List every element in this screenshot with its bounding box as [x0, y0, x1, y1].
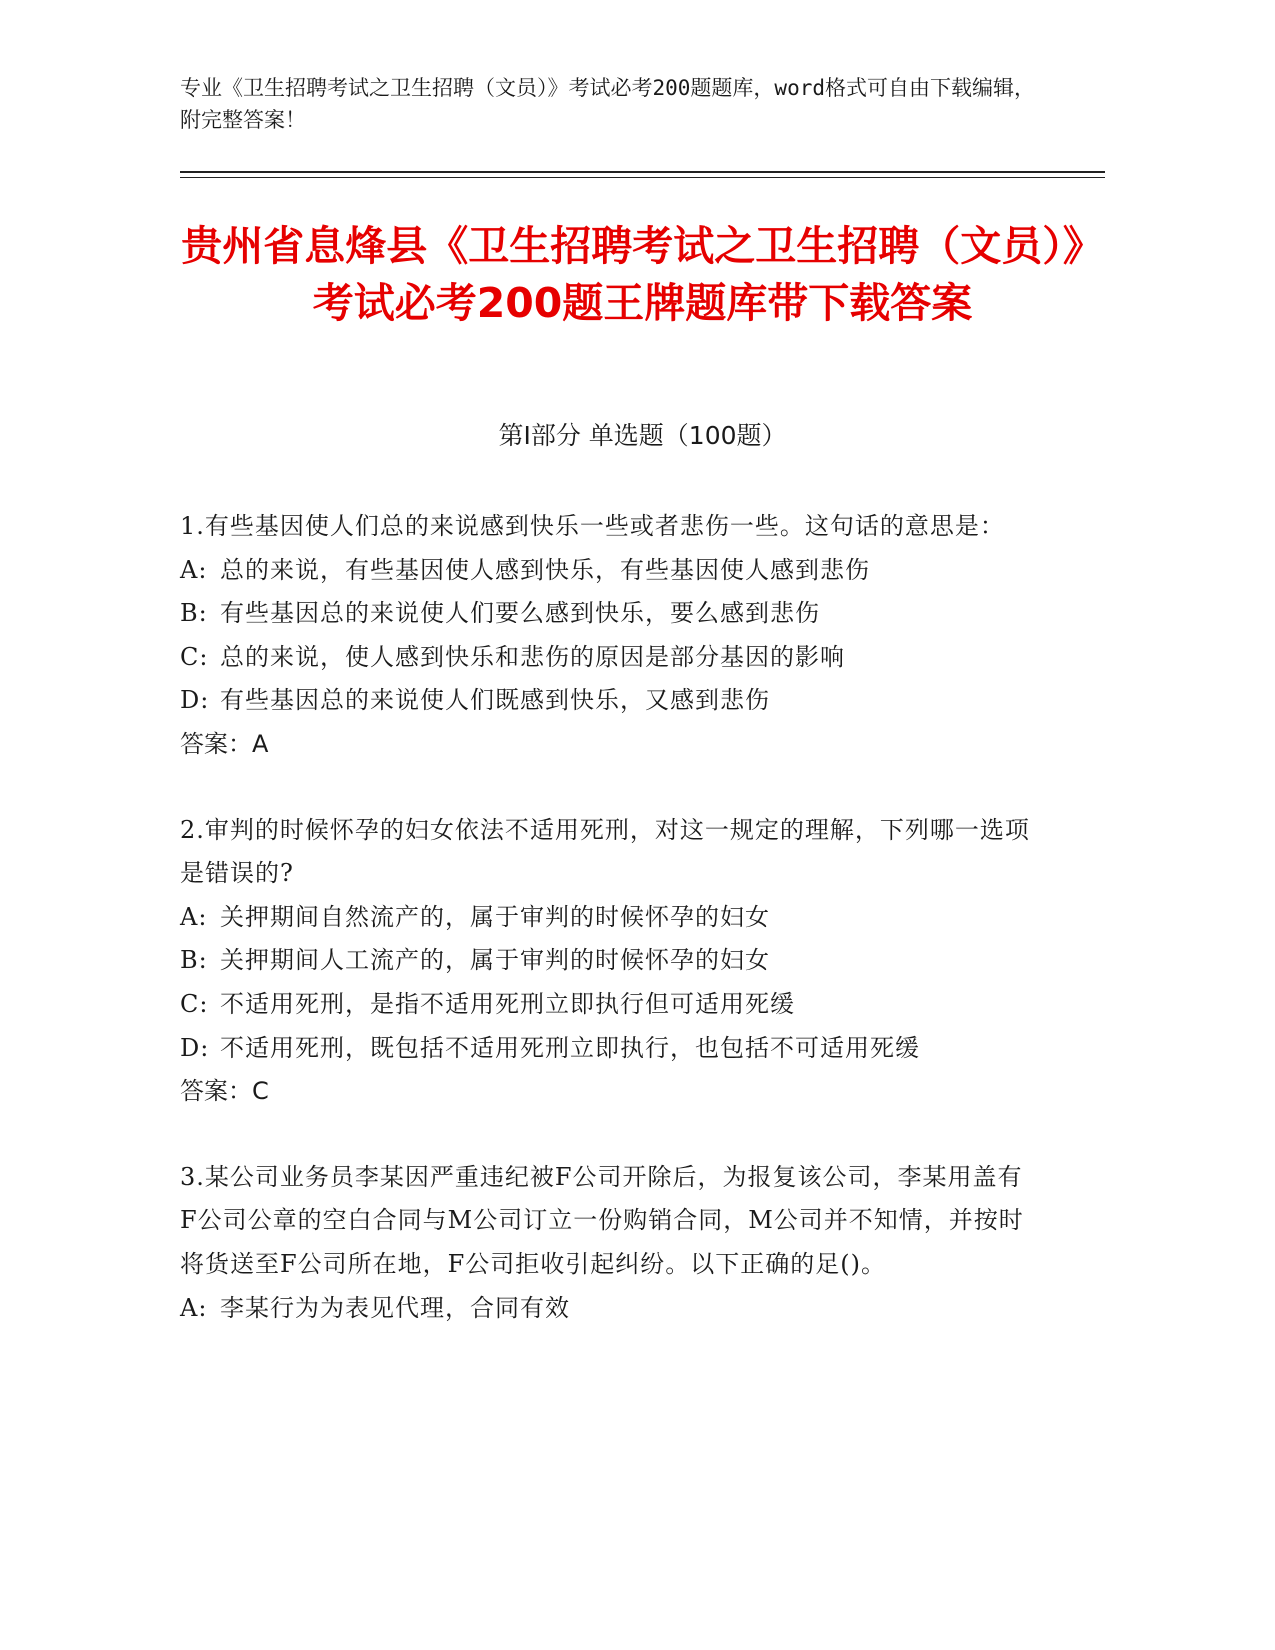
- option-text: 李某行为为表见代理，合同有效: [220, 1293, 570, 1322]
- option-text: 关押期间自然流产的，属于审判的时候怀孕的妇女: [220, 902, 770, 931]
- option-text: 总的来说，有些基因使人感到快乐，有些基因使人感到悲伤: [220, 555, 870, 584]
- header-divider-thin: [180, 177, 1105, 178]
- option-key: D:: [180, 686, 210, 715]
- option-key: A:: [180, 902, 208, 931]
- option-b: [180, 592, 1040, 636]
- option-key: C:: [180, 642, 209, 671]
- option-d: [180, 679, 1040, 723]
- option-c: [180, 636, 1040, 680]
- question-3: [180, 1156, 1040, 1330]
- answer: 答案：A: [180, 729, 269, 758]
- option-c: [180, 983, 1040, 1027]
- option-key: A:: [180, 1293, 208, 1322]
- option-key: A:: [180, 555, 208, 584]
- option-key: B:: [180, 946, 208, 975]
- option-text: 总的来说，使人感到快乐和悲伤的原因是部分基因的影响: [220, 642, 845, 671]
- option-text: 不适用死刑，是指不适用死刑立即执行但可适用死缓: [220, 989, 795, 1018]
- question-list: [180, 505, 1040, 1372]
- answer: 答案：C: [180, 1077, 269, 1106]
- option-key: C:: [180, 989, 209, 1018]
- question-stem: 1.有些基因使人们总的来说感到快乐一些或者悲伤一些。这句话的意思是：: [180, 512, 1005, 540]
- header-note: 专业《卫生招聘考试之卫生招聘（文员）》考试必考200题题库，word格式可自由下载编辑，附完整答案！: [180, 76, 1035, 132]
- option-key: B:: [180, 599, 208, 628]
- option-d: [180, 1027, 1040, 1071]
- question-1: [180, 505, 1040, 767]
- option-a: [180, 896, 1040, 940]
- option-key: D:: [180, 1033, 210, 1062]
- option-text: 有些基因总的来说使人们既感到快乐，又感到悲伤: [220, 686, 770, 715]
- option-a: [180, 549, 1040, 593]
- question-2: [180, 809, 1040, 1114]
- option-a: [180, 1287, 1040, 1331]
- question-stem: 3.某公司业务员李某因严重违纪被F公司开除后，为报复该公司，李某用盖有F公司公章的空白合同与M公司订立一份购销合同，M公司并不知情，并按时将货送至F公司所在地，F公司拒收引起纠纷。以下正确的足()。: [180, 1162, 1024, 1278]
- option-text: 不适用死刑，既包括不适用死刑立即执行，也包括不可适用死缓: [220, 1033, 920, 1062]
- option-text: 关押期间人工流产的，属于审判的时候怀孕的妇女: [220, 946, 770, 975]
- document-title: 贵州省息烽县《卫生招聘考试之卫生招聘（文员）》考试必考200题王牌题库带下载答案: [181, 222, 1104, 327]
- header-divider-thick: [180, 171, 1105, 173]
- section-title: 第I部分 单选题（100题）: [498, 421, 787, 450]
- option-text: 有些基因总的来说使人们要么感到快乐，要么感到悲伤: [220, 599, 820, 628]
- option-b: [180, 939, 1040, 983]
- question-stem: 2.审判的时候怀孕的妇女依法不适用死刑，对这一规定的理解，下列哪一选项是错误的?: [180, 815, 1030, 888]
